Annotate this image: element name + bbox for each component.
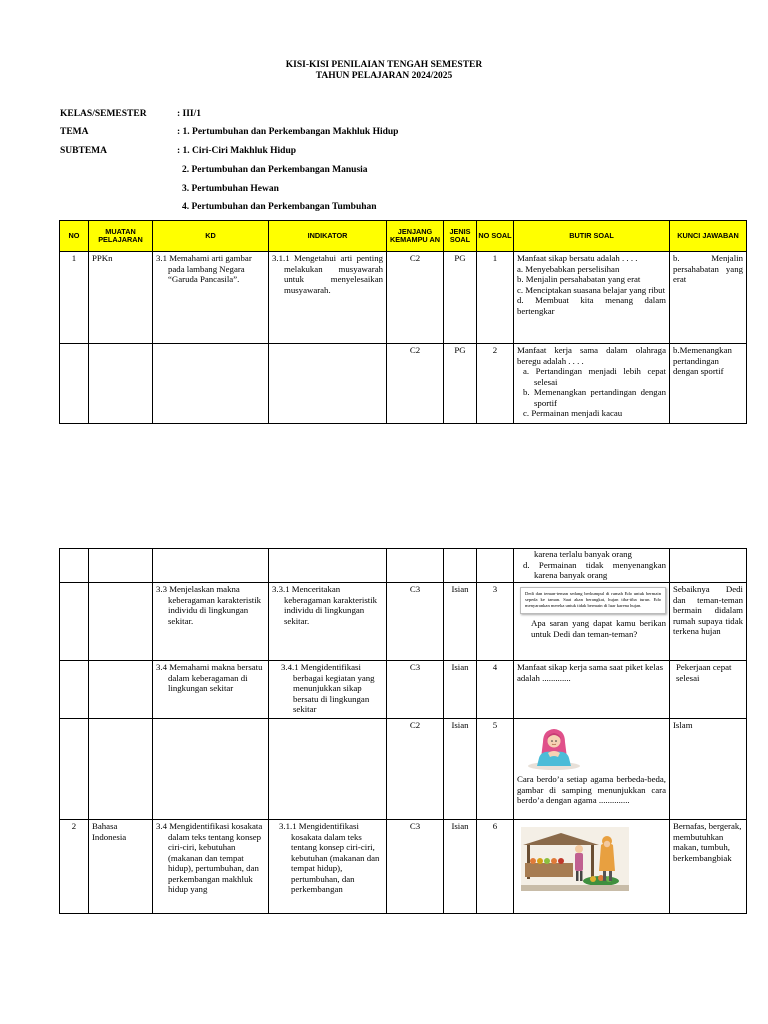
table-row (60, 719, 747, 820)
cell-jenjang: C3 (387, 820, 444, 914)
cell-kunci: Pekerjaan cepat selesai (670, 661, 747, 719)
cell-kunci: b. Menjalin persahabatan yang erat (670, 252, 747, 344)
cell-kunci (670, 549, 747, 583)
option-c: c. Menciptakan suasana belajar yang ribut (517, 284, 666, 295)
cell-jenis: PG (444, 252, 477, 344)
cell-jenjang: C3 (387, 661, 444, 719)
document-title: KISI-KISI PENILAIAN TENGAH SEMESTER (285, 60, 483, 70)
cell-indikator (269, 719, 387, 820)
cell-muatan (89, 719, 153, 820)
option-d (517, 560, 666, 581)
option-a-label: a. (523, 366, 530, 376)
option-a: a. Menyebabkan perselisihan (517, 263, 620, 274)
cell-kd: 3.1 Memahami arti gambar pada lambang Negara “Garuda Pancasila”. (153, 252, 269, 344)
header-butir: BUTIR SOAL (514, 221, 670, 252)
cell-butir-soal: Manfaat sikap kerja sama saat piket kelas adalah ............. (514, 661, 670, 719)
option-c (517, 408, 666, 419)
question-text: Apa saran yang dapat kamu berikan untuk Dedi dan teman-teman? (531, 618, 666, 639)
cell-muatan (89, 583, 153, 661)
kelas-value: : III/1 (177, 109, 202, 119)
cell-jenjang: C2 (387, 719, 444, 820)
cell-jenis: Isian (444, 719, 477, 820)
table-row (60, 583, 747, 661)
cell-kd (153, 344, 269, 424)
kisi-kisi-table-page1 (59, 220, 747, 424)
cell-kd (153, 719, 269, 820)
cell-butir-soal (514, 719, 670, 820)
cell-kunci: Bernafas, bergerak, membutuhkan makan, tumbuh, berkembangbiak (670, 820, 747, 914)
cell-indikator (269, 549, 387, 583)
cell-nosoal: 4 (477, 661, 514, 719)
story-passage-box: Dedi dan teman-teman sedang berkumpul di rumah Edo untuk bermain sepeda ke taman. Saat akan berangkat, hujan tiba-tiba turun. Edo menyarankan mereka untuk tidak bermain di luar karena hujan. (520, 587, 666, 614)
table-row (60, 344, 747, 424)
tema-value: : 1. Pertumbuhan dan Perkembangan Makhluk Hidup (177, 127, 399, 137)
header-no: NO (60, 221, 89, 252)
document-subtitle: TAHUN PELAJARAN 2024/2025 (315, 71, 453, 81)
option-c-continued: karena terlalu banyak orang (534, 549, 632, 559)
cell-nosoal (477, 549, 514, 583)
cell-no: 1 (60, 252, 89, 344)
cell-no (60, 583, 89, 661)
kisi-kisi-table-page2 (59, 548, 747, 914)
table-header-row (60, 221, 747, 252)
subtema-item: 2. Pertumbuhan dan Perkembangan Manusia (182, 165, 368, 175)
cell-butir-soal (514, 583, 670, 661)
question-text: Manfaat sikap bersatu adalah . . . . (517, 253, 638, 263)
cell-kd: 3.4 Mengidentifikasi kosakata dalam teks tentang konsep ciri-ciri, kebutuhan (makanan dan tempat hidup), pertumbuhan, dan perkembangan makhluk hidup yang (153, 820, 269, 914)
option-d-text: Permainan tidak menyenangkan karena banyak orang (534, 559, 666, 580)
cell-kd: 3.3 Menjelaskan makna keberagaman karakteristik individu di lingkungan sekitar. (153, 583, 269, 661)
cell-jenjang (387, 549, 444, 583)
cell-nosoal: 3 (477, 583, 514, 661)
header-muatan: MUATAN PELAJARAN (89, 221, 153, 252)
cell-no (60, 549, 89, 583)
subtema-value: : 1. Ciri-Ciri Makhluk Hidup (177, 146, 297, 156)
option-b-label: b. (523, 387, 530, 397)
cell-kd (153, 549, 269, 583)
tema-label: TEMA (60, 127, 89, 137)
header-jenis: JENIS SOAL (444, 221, 477, 252)
table-row (60, 661, 747, 719)
table-row (60, 820, 747, 914)
cell-jenjang: C3 (387, 583, 444, 661)
subtema-item: 3. Pertumbuhan Hewan (182, 184, 279, 194)
cell-indikator: 3.1.1 Mengidentifikasi kosakata dalam teks tentang konsep ciri-ciri, kebutuhan (makanan dan tempat hidup), pertumbuhan, dan perkembangan (269, 820, 387, 914)
option-b: b. Menjalin persahabatan yang erat (517, 274, 641, 284)
cell-jenis: Isian (444, 820, 477, 914)
option-b-text: Memenangkan pertandingan dengan sportif (533, 387, 666, 408)
cell-jenjang: C2 (387, 252, 444, 344)
option-a (517, 366, 666, 387)
cell-butir-soal (514, 549, 670, 583)
cell-indikator: 3.1.1 Mengetahui arti penting melakukan musyawarah untuk menyelesaikan musyawarah. (269, 252, 387, 344)
market-scene-illustration (521, 827, 629, 891)
option-c-text: Permainan menjadi kacau (531, 408, 623, 418)
header-indikator: INDIKATOR (269, 221, 387, 252)
cell-no (60, 661, 89, 719)
cell-kunci: b.Memenangkan pertandingan dengan sportif (670, 344, 747, 424)
cell-jenis: Isian (444, 583, 477, 661)
cell-muatan: Bahasa Indonesia (89, 820, 153, 914)
cell-no (60, 719, 89, 820)
question-text: Cara berdo’a setiap agama berbeda-beda, gambar di samping menunjukkan cara berdo’a dengan agama .............. (517, 774, 666, 805)
cell-butir-soal (514, 252, 670, 344)
cell-no: 2 (60, 820, 89, 914)
cell-butir-soal (514, 820, 670, 914)
header-kunci: KUNCI JAWABAN (670, 221, 747, 252)
question-text: Manfaat kerja sama dalam olahraga beregu adalah . . . . (517, 345, 666, 366)
cell-nosoal: 2 (477, 344, 514, 424)
option-c-label: c. (523, 408, 530, 418)
header-kd: KD (153, 221, 269, 252)
cell-kd: 3.4 Memahami makna bersatu dalam keberagaman di lingkungan sekitar (153, 661, 269, 719)
kelas-label: KELAS/SEMESTER (60, 109, 147, 119)
cell-nosoal: 5 (477, 719, 514, 820)
cell-kunci: Sebaiknya Dedi dan teman-teman bermain didalam rumah supaya tidak terkena hujan (670, 583, 747, 661)
cell-muatan (89, 549, 153, 583)
cell-indikator (269, 344, 387, 424)
option-d: d. Membuat kita menang dalam bertengkar (517, 295, 666, 316)
praying-girl-illustration (521, 722, 591, 772)
table-row (60, 252, 747, 344)
cell-jenis (444, 549, 477, 583)
cell-jenis: Isian (444, 661, 477, 719)
cell-no (60, 344, 89, 424)
cell-muatan: PPKn (89, 252, 153, 344)
cell-jenis: PG (444, 344, 477, 424)
header-jenjang: JENJANG KEMAMPU AN (387, 221, 444, 252)
table-row (60, 549, 747, 583)
cell-jenjang: C2 (387, 344, 444, 424)
cell-butir-soal (514, 344, 670, 424)
subtema-label: SUBTEMA (60, 146, 107, 156)
cell-indikator: 3.4.1 Mengidentifikasi berbagai kegiatan yang menunjukkan sikap bersatu di lingkungan sekitar (269, 661, 387, 719)
option-a-text: Pertandingan menjadi lebih cepat selesai (534, 366, 666, 387)
header-nosoal: NO SOAL (477, 221, 514, 252)
option-d-label: d. (523, 559, 530, 570)
cell-nosoal: 1 (477, 252, 514, 344)
subtema-item: 4. Pertumbuhan dan Perkembangan Tumbuhan (182, 202, 377, 212)
cell-kunci: Islam (670, 719, 747, 820)
cell-nosoal: 6 (477, 820, 514, 914)
cell-muatan (89, 344, 153, 424)
cell-indikator: 3.3.1 Menceritakan keberagaman karakteristik individu di lingkungan sekitar. (269, 583, 387, 661)
cell-muatan (89, 661, 153, 719)
option-b (517, 387, 666, 408)
